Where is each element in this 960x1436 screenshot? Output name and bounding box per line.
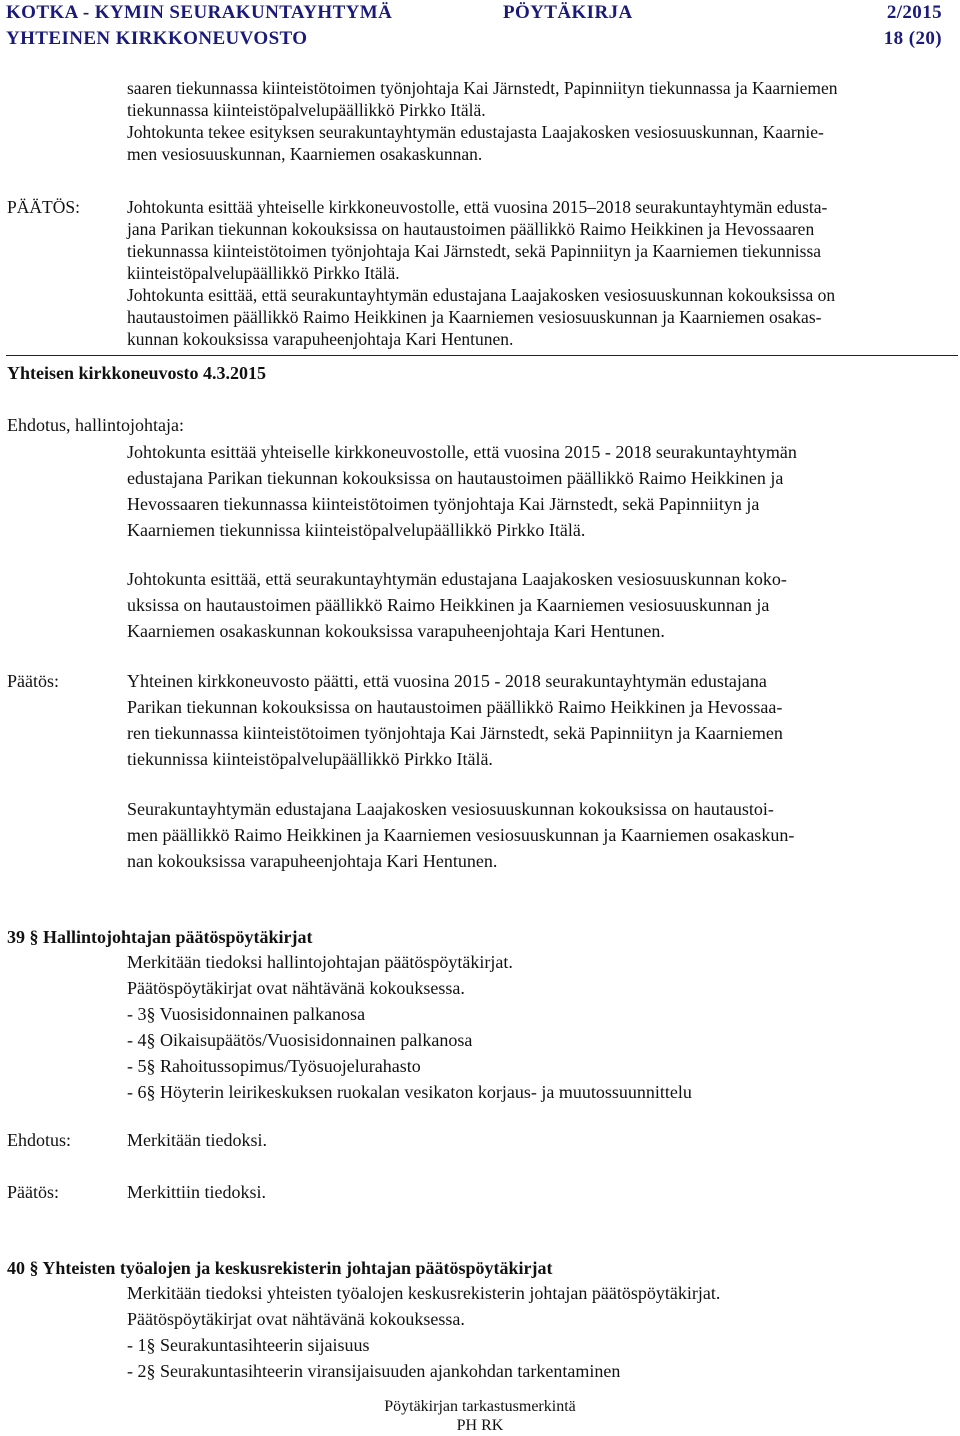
header-row-1 <box>6 2 942 28</box>
ehdotus-paragraph-2 <box>127 566 787 644</box>
paatos-block-text <box>127 196 835 350</box>
organization-name: KOTKA - KYMIN SEURAKUNTAYHTYMÄ <box>6 2 393 23</box>
document-number: 2/2015 <box>886 2 942 23</box>
section-40-body <box>127 1280 720 1384</box>
section-40-list-item: - 2§ Seurakuntasihteerin viransijaisuuden ajankohdan tarkentaminen <box>127 1361 621 1381</box>
paatos-paragraph-2 <box>127 796 794 874</box>
section-39-list-item: - 6§ Höyterin leirikeskuksen ruokalan vesikaton korjaus- ja muutossuunnittelu <box>127 1082 692 1102</box>
ehdotus-label: Ehdotus, hallintojohtaja: <box>7 415 184 435</box>
paatos-block-line: Johtokunta esittää, että seurakuntayhtymän edustajana Laajakosken vesiosuuskunnan kokouksissa on <box>127 285 836 305</box>
footer-initials: PH RK <box>456 1417 504 1434</box>
intro-line: saaren tiekunnassa kiinteistötoimen työnjohtaja Kai Järnstedt, Papinniityn tiekunnassa ja Kaarniemen <box>127 78 838 98</box>
section-39-paatos-label: Päätös: <box>7 1182 59 1202</box>
intro-line: Johtokunta tekee esityksen seurakuntayhtymän edustajasta Laajakosken vesiosuuskunnan, Kaarnie- <box>127 122 824 142</box>
section-39-heading: 39 § Hallintojohtajan päätöspöytäkirjat <box>7 927 313 947</box>
page-number: 18 (20) <box>883 28 942 49</box>
paatos-block-line: Johtokunta esittää yhteiselle kirkkoneuvostolle, että vuosina 2015–2018 seurakuntayhtymän edusta- <box>127 197 828 217</box>
section-divider <box>6 355 958 356</box>
paatos-line: Parikan tiekunnan kokouksissa on hautaustoimen päällikkö Raimo Heikkinen ja Hevossaa- <box>127 697 783 717</box>
paatos-line: Seurakuntayhtymän edustajana Laajakosken vesiosuuskunnan kokouksissa on hautaustoi- <box>127 799 774 819</box>
paatos-line: nan kokouksissa varapuheenjohtaja Kari Hentunen. <box>127 851 498 871</box>
paatos-paragraph-1 <box>127 668 783 772</box>
paatos-line: Yhteinen kirkkoneuvosto päätti, että vuosina 2015 - 2018 seurakuntayhtymän edustajana <box>127 671 767 691</box>
section-39-list-item: - 4§ Oikaisupäätös/Vuosisidonnainen palkanosa <box>127 1030 473 1050</box>
section-39-ehdotus-label: Ehdotus: <box>7 1130 72 1150</box>
body-name: YHTEINEN KIRKKONEUVOSTO <box>6 28 308 49</box>
ehdotus-line: Johtokunta esittää, että seurakuntayhtymän edustajana Laajakosken vesiosuuskunnan koko- <box>127 569 787 589</box>
footer-label: Pöytäkirjan tarkastusmerkintä <box>384 1398 576 1415</box>
ehdotus-line: Kaarniemen tiekunnissa kiinteistöpalvelupäällikkö Pirkko Itälä. <box>127 520 586 540</box>
paatos-label: Päätös: <box>7 671 59 691</box>
section-39-ehdotus-text: Merkitään tiedoksi. <box>127 1130 267 1150</box>
section-39-line: Merkitään tiedoksi hallintojohtajan päätöspöytäkirjat. <box>127 952 513 972</box>
document-type: PÖYTÄKIRJA <box>503 2 633 23</box>
paatos-line: tiekunnissa kiinteistöpalvelupäällikkö Pirkko Itälä. <box>127 749 493 769</box>
intro-line: men vesiosuuskunnan, Kaarniemen osakaskunnan. <box>127 144 483 164</box>
ehdotus-paragraph-1 <box>127 439 797 543</box>
paatos-block-line: kunnan kokouksissa varapuheenjohtaja Kari Hentunen. <box>127 329 514 349</box>
paatos-block-label: PÄÄTÖS: <box>7 197 80 217</box>
section-39-line: Päätöspöytäkirjat ovat nähtävänä kokouksessa. <box>127 978 465 998</box>
ehdotus-line: Johtokunta esittää yhteiselle kirkkoneuvostolle, että vuosina 2015 - 2018 seurakuntayhtymän <box>127 442 797 462</box>
section-39-paatos-text: Merkittiin tiedoksi. <box>127 1182 266 1202</box>
paatos-line: ren tiekunnassa kiinteistötoimen työnjohtaja Kai Järnstedt, sekä Papinniityn ja Kaarniemen <box>127 723 783 743</box>
ehdotus-line: uksissa on hautaustoimen päällikkö Raimo Heikkinen ja Kaarniemen vesiosuuskunnan ja <box>127 595 770 615</box>
ehdotus-line: Hevossaaren tiekunnassa kiinteistötoimen työnjohtaja Kai Järnstedt, sekä Papinniityn ja <box>127 494 760 514</box>
section-40-line: Merkitään tiedoksi yhteisten työalojen keskusrekisterin johtajan päätöspöytäkirjat. <box>127 1283 721 1303</box>
section-39-list-item: - 5§ Rahoitussopimus/Työsuojelurahasto <box>127 1056 421 1076</box>
section-40-heading: 40 § Yhteisten työalojen ja keskusrekisterin johtajan päätöspöytäkirjat <box>7 1258 553 1278</box>
section-39-body <box>127 949 692 1105</box>
paatos-line: men päällikkö Raimo Heikkinen ja Kaarniemen vesiosuuskunnan ja Kaarniemen osakaskun- <box>127 825 795 845</box>
page-header <box>6 2 942 54</box>
paatos-block-line: jana Parikan tiekunnan kokouksissa on hautaustoimen päällikkö Raimo Heikkinen ja Hevossaaren <box>127 219 815 239</box>
intro-paragraph <box>127 77 838 165</box>
section-40-list-item: - 1§ Seurakuntasihteerin sijaisuus <box>127 1335 370 1355</box>
meeting-heading: Yhteisen kirkkoneuvosto 4.3.2015 <box>7 363 267 383</box>
paatos-block-line: kiinteistöpalvelupäällikkö Pirkko Itälä. <box>127 263 400 283</box>
header-row-2 <box>6 28 942 54</box>
paatos-block-line: tiekunnassa kiinteistötoimen työnjohtaja Kai Järnstedt, sekä Papinniityn ja Kaarniemen tiekunnissa <box>127 241 822 261</box>
paatos-block-line: hautaustoimen päällikkö Raimo Heikkinen ja Kaarniemen vesiosuuskunnan ja Kaarniemen osakas- <box>127 307 822 327</box>
section-39-list-item: - 3§ Vuosisidonnainen palkanosa <box>127 1004 366 1024</box>
section-40-line: Päätöspöytäkirjat ovat nähtävänä kokouksessa. <box>127 1309 465 1329</box>
ehdotus-line: Kaarniemen osakaskunnan kokouksissa varapuheenjohtaja Kari Hentunen. <box>127 621 665 641</box>
intro-line: tiekunnassa kiinteistöpalvelupäällikkö Pirkko Itälä. <box>127 100 486 120</box>
ehdotus-line: edustajana Parikan tiekunnan kokouksissa on hautaustoimen päällikkö Raimo Heikkinen ja <box>127 468 784 488</box>
